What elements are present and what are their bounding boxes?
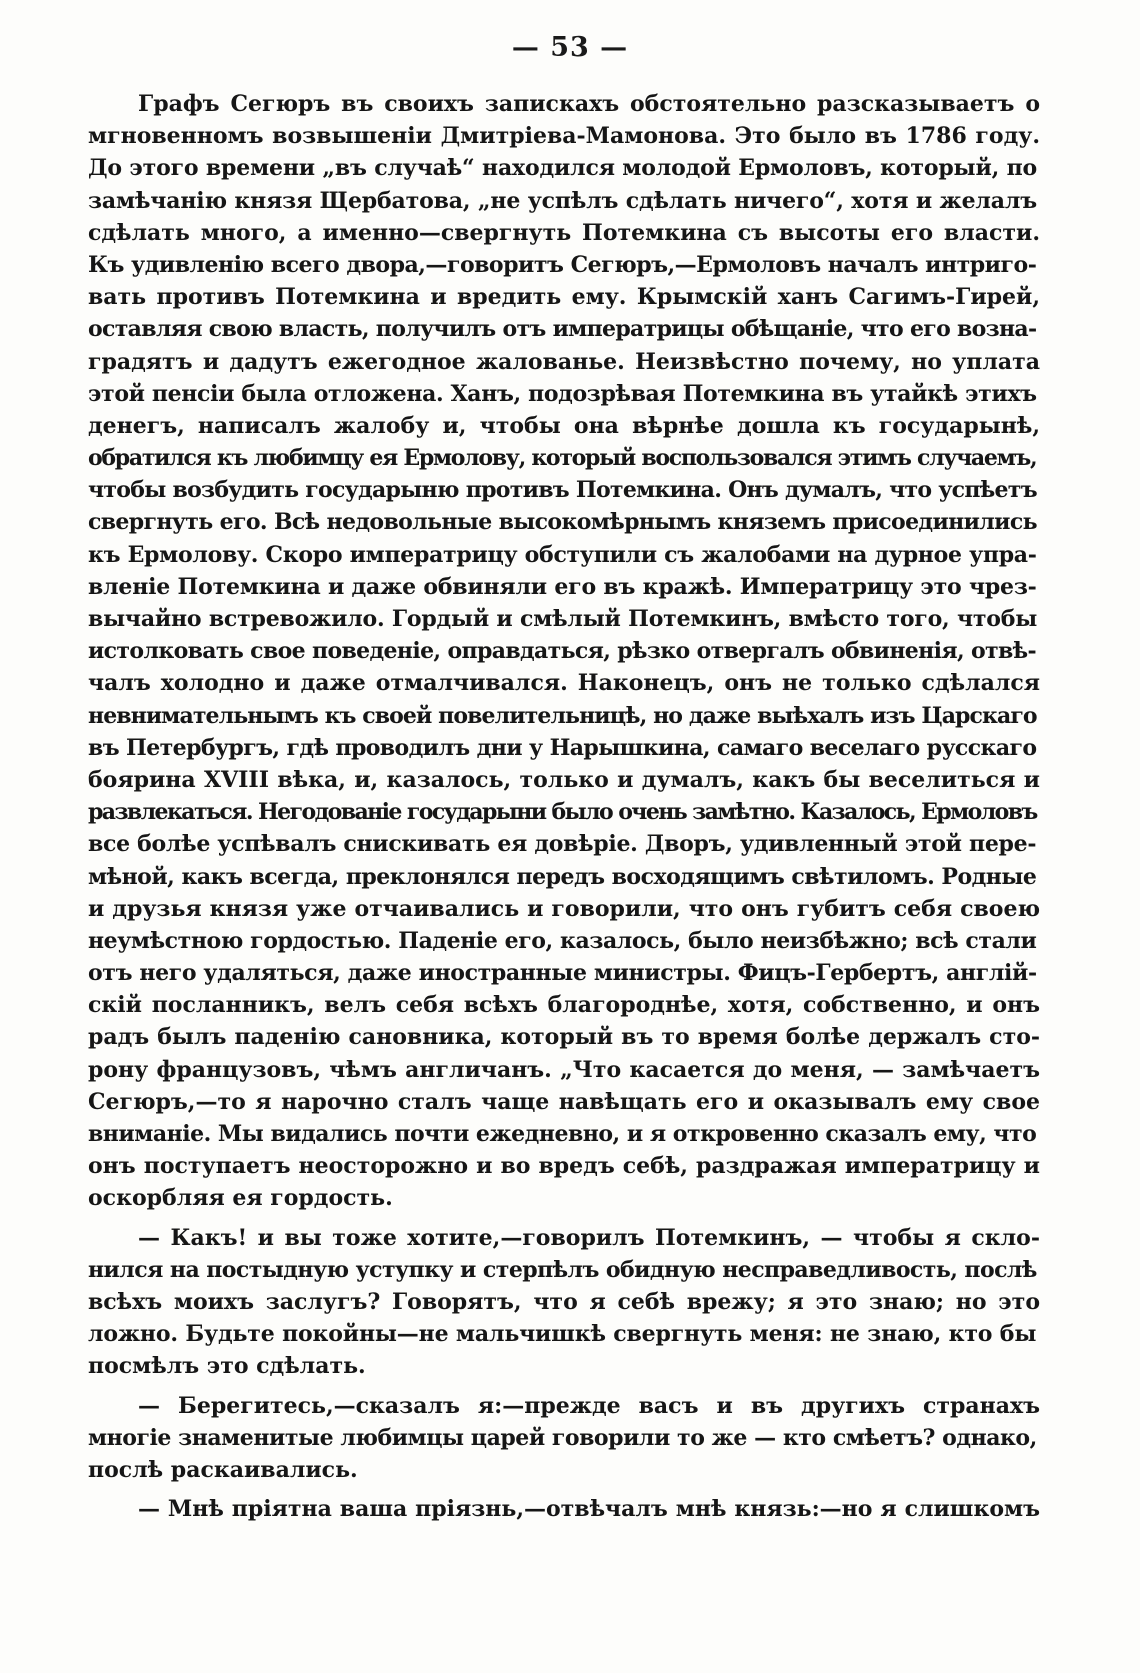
paragraph-4 — [88, 1493, 1040, 1525]
text-line: Сегюръ,—то я нарочно сталъ чаще навѣщать его и оказывалъ ему свое — [88, 1088, 1040, 1115]
text-line: Графъ Сегюръ въ своихъ запискахъ обстоятельно разсказываетъ о — [138, 91, 1040, 117]
text-line: обратился къ любимцу ея Ермолову, который воспользовался этимъ случаемъ, — [88, 445, 1037, 472]
text-line: замѣчанію князя Щербатова, „не успѣлъ сдѣлать ничего“, хотя и желалъ — [88, 187, 1037, 214]
text-line: боярина XVIII вѣка, и, казалось, только и думалъ, какъ бы веселиться и — [88, 766, 1040, 793]
text-line: этой пенсіи была отложена. Ханъ, подозрѣвая Потемкина въ утайкѣ этихъ — [88, 380, 1037, 407]
paragraph-2 — [88, 1222, 1040, 1383]
page-number: — 53 — — [511, 32, 629, 63]
text-line: свергнуть его. Всѣ недовольные высокомѣрнымъ княземъ присоединились — [88, 509, 1037, 536]
text-line: къ Ермолову. Скоро императрицу обступили съ жалобами на дурное упра- — [88, 541, 1037, 568]
text-line: чалъ холодно и даже отмалчивался. Наконецъ, онъ не только сдѣлался — [88, 670, 1040, 697]
text-line: оскорбляя ея гордость. — [88, 1185, 393, 1212]
body-text — [88, 88, 1040, 1525]
text-line: все болѣе успѣвалъ снискивать ея довѣріе. Дворъ, удивленный этой пере- — [88, 831, 1037, 858]
text-line: вленіе Потемкина и даже обвиняли его въ кражѣ. Императрицу это чрез- — [88, 573, 1037, 600]
text-line: невнимательнымъ къ своей повелительницѣ, но даже выѣхалъ изъ Царскаго — [88, 702, 1037, 729]
text-line: чтобы возбудить государыню противъ Потемкина. Онъ думалъ, что успѣетъ — [88, 477, 1037, 504]
text-line: онъ поступаетъ неосторожно и во вредъ себѣ, раздражая императрицу и — [88, 1153, 1040, 1180]
text-line: многіе знаменитые любимцы царей говорили то же — кто смѣетъ? однако, — [88, 1424, 1037, 1451]
text-line: развлекаться. Негодованіе государыни было очень замѣтно. Казалось, Ермоловъ — [88, 799, 1037, 826]
text-line: — Какъ! и вы тоже хотите,—говорилъ Потемкинъ, — чтобы я скло- — [138, 1224, 1040, 1251]
text-line: скій посланникъ, велъ себя всѣхъ благороднѣе, хотя, собственно, и онъ — [88, 992, 1040, 1019]
text-line: Къ удивленію всего двора,—говоритъ Сегюръ,—Ермоловъ началъ интриго- — [88, 251, 1037, 278]
text-line: градятъ и дадутъ ежегодное жалованье. Неизвѣстно почему, но уплата — [88, 348, 1040, 375]
text-line: рону французовъ, чѣмъ англичанъ. „Что касается до меня, — замѣчаетъ — [88, 1056, 1040, 1083]
text-line: нился на постыдную уступку и стерпѣлъ обидную несправедливость, послѣ — [88, 1256, 1037, 1283]
text-line: всѣхъ моихъ заслугъ? Говорятъ, что я себѣ врежу; я это знаю; но это — [88, 1288, 1040, 1315]
text-line: вычайно встревожило. Гордый и смѣлый Потемкинъ, вмѣсто того, чтобы — [88, 606, 1038, 632]
paragraph-1 — [88, 88, 1040, 1215]
text-line: ложно. Будьте покойны—не мальчишкѣ свергнуть меня: не знаю, кто бы — [88, 1321, 1037, 1348]
text-line: мѣной, какъ всегда, преклонялся передъ восходящимъ свѣтиломъ. Родные — [88, 863, 1037, 890]
text-line: оставляя свою власть, получилъ отъ императрицы обѣщаніе, что его возна- — [88, 316, 1037, 343]
text-line: неумѣстною гордостью. Паденіе его, казалось, было неизбѣжно; всѣ стали — [88, 927, 1037, 954]
text-line: мгновенномъ возвышеніи Дмитріева-Мамонова. Это было въ 1786 году. — [88, 123, 1040, 150]
text-line: отъ него удаляться, даже иностранные министры. Фицъ-Гербертъ, англій- — [88, 960, 1037, 987]
text-line: денегъ, написалъ жалобу и, чтобы она вѣрнѣе дошла къ государынѣ, — [88, 412, 1040, 439]
text-line: посмѣлъ это сдѣлать. — [88, 1353, 366, 1380]
text-line: — Берегитесь,—сказалъ я:—прежде васъ и въ другихъ странахъ — [138, 1392, 1040, 1419]
text-line: вниманіе. Мы видались почти ежедневно, и я откровенно сказалъ ему, что — [88, 1121, 1037, 1147]
text-line: послѣ раскаивались. — [88, 1456, 358, 1483]
paragraph-3 — [88, 1390, 1040, 1487]
text-line: До этого времени „въ случаѣ“ находился молодой Ермоловъ, который, по — [88, 155, 1038, 182]
text-line: и друзья князя уже отчаивались и говорили, что онъ губитъ себя своею — [88, 895, 1040, 922]
text-line: — Мнѣ пріятна ваша пріязнь,—отвѣчалъ мнѣ князь:—но я слишкомъ — [138, 1496, 1040, 1523]
text-line: сдѣлать много, а именно—свергнуть Потемкина съ высоты его власти. — [88, 219, 1040, 246]
text-line: истолковать свое поведеніе, оправдаться, рѣзко отвергалъ обвиненія, отвѣ- — [88, 638, 1037, 665]
text-line: въ Петербургъ, гдѣ проводилъ дни у Нарышкина, самаго веселаго русскаго — [88, 734, 1037, 761]
text-line: вать противъ Потемкина и вредить ему. Крымскій ханъ Сагимъ-Гирей, — [88, 284, 1040, 311]
text-line: радъ былъ паденію сановника, который въ то время болѣе держалъ сто- — [88, 1024, 1040, 1051]
